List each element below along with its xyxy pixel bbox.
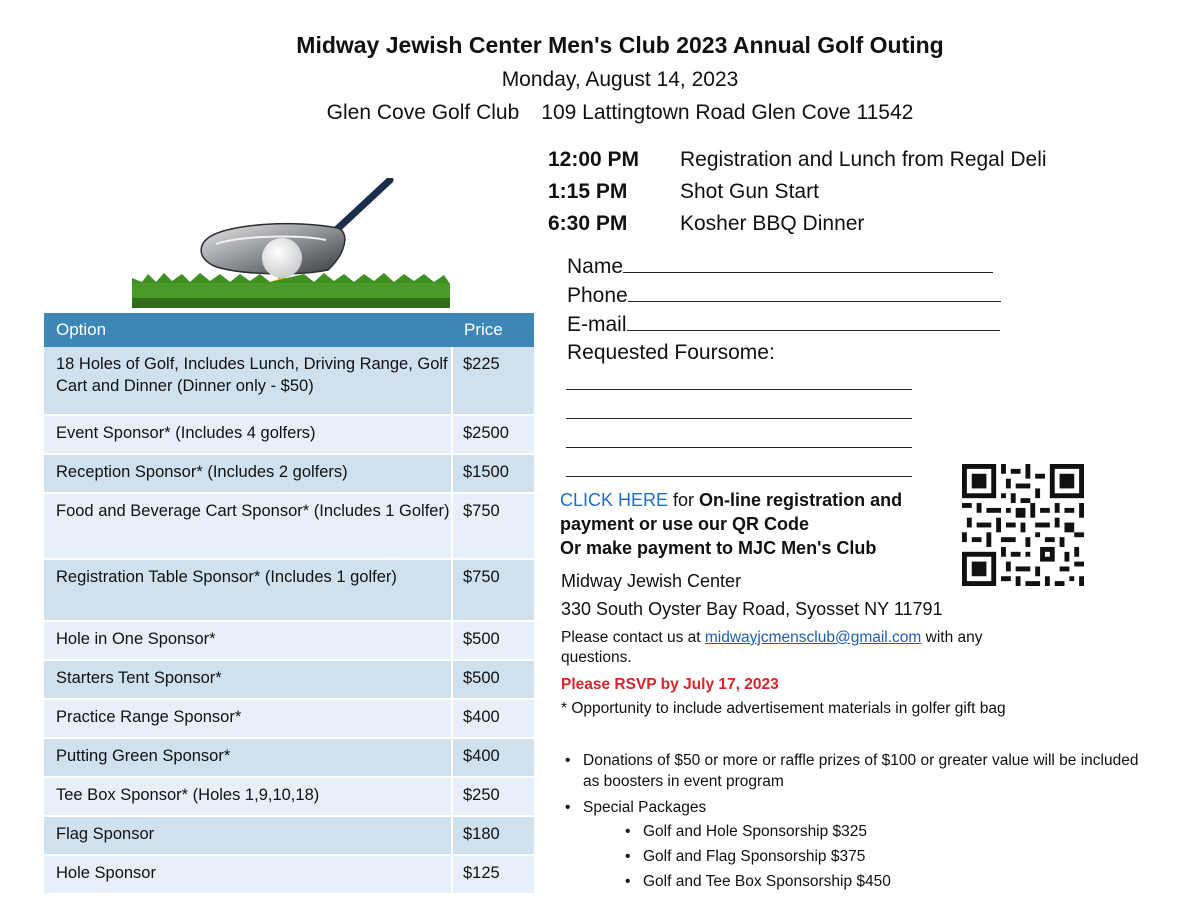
registration-for: for xyxy=(668,490,700,510)
email-line[interactable] xyxy=(627,312,1000,331)
table-row xyxy=(44,660,534,699)
table-row xyxy=(44,454,534,493)
org-name: Midway Jewish Center xyxy=(561,571,742,591)
table-row xyxy=(44,738,534,777)
option-header: Option xyxy=(44,313,452,347)
advertisement-note: * Opportunity to include advertisement materials in golfer gift bag xyxy=(561,700,1006,717)
qr-code-icon[interactable] xyxy=(962,464,1084,586)
email-field[interactable] xyxy=(567,312,1000,337)
list-item xyxy=(565,750,1155,792)
list-item xyxy=(625,846,865,867)
option-cell: Food and Beverage Cart Sponsor* (Includes 1 Golfer) xyxy=(44,493,452,559)
schedule-event: Registration and Lunch from Regal Deli xyxy=(680,148,1047,171)
list-item xyxy=(625,871,891,892)
option-cell: Flag Sponsor xyxy=(44,816,452,855)
option-cell: Putting Green Sponsor* xyxy=(44,738,452,777)
bullet-icon: • xyxy=(625,848,631,865)
options-table xyxy=(44,313,534,895)
table-row xyxy=(44,855,534,894)
package-item: Golf and Flag Sponsorship $375 xyxy=(643,848,866,865)
foursome-line[interactable] xyxy=(566,476,912,477)
schedule-event: Kosher BBQ Dinner xyxy=(680,212,865,235)
option-cell: Event Sponsor* (Includes 4 golfers) xyxy=(44,415,452,454)
price-cell: $400 xyxy=(452,699,534,738)
list-item xyxy=(565,797,706,818)
table-row xyxy=(44,699,534,738)
table-row xyxy=(44,559,534,621)
list-item xyxy=(625,821,867,842)
email-link[interactable]: midwayjcmensclub@gmail.com xyxy=(704,629,922,646)
option-cell: Tee Box Sponsor* (Holes 1,9,10,18) xyxy=(44,777,452,816)
package-item: Golf and Tee Box Sponsorship $450 xyxy=(643,873,891,890)
bullet-icon: • xyxy=(565,799,571,816)
price-cell: $125 xyxy=(452,855,534,894)
bullet-icon: • xyxy=(565,752,571,769)
option-cell: Starters Tent Sponsor* xyxy=(44,660,452,699)
registration-info xyxy=(560,488,960,560)
schedule-event: Shot Gun Start xyxy=(680,180,819,203)
phone-field[interactable] xyxy=(567,283,1001,308)
venue-address: 109 Lattingtown Road Glen Cove 11542 xyxy=(541,101,914,124)
event-date: Monday, August 14, 2023 xyxy=(501,68,739,91)
schedule-time: 6:30 PM xyxy=(548,212,628,235)
click-here-link[interactable]: CLICK HERE xyxy=(560,490,669,510)
name-label: Name xyxy=(567,255,624,278)
option-cell: 18 Holes of Golf, Includes Lunch, Driving Range, Golf Cart and Dinner (Dinner only - $50) xyxy=(44,347,452,415)
table-row xyxy=(44,816,534,855)
venue xyxy=(0,101,1200,125)
schedule-item xyxy=(548,180,819,204)
donations-text: Donations of $50 or more or raffle prizes of $100 or greater value will be included as boosters in event program xyxy=(583,752,1139,790)
table-header xyxy=(44,313,534,347)
price-header: Price xyxy=(452,313,534,347)
table-row xyxy=(44,621,534,660)
contact-pre: Please contact us at xyxy=(561,629,705,646)
option-cell: Registration Table Sponsor* (Includes 1 golfer) xyxy=(44,559,452,621)
price-cell: $1500 xyxy=(452,454,534,493)
foursome-line[interactable] xyxy=(566,389,912,390)
option-cell: Practice Range Sponsor* xyxy=(44,699,452,738)
foursome-line[interactable] xyxy=(566,418,912,419)
payment-instruction: Or make payment to MJC Men's Club xyxy=(560,538,877,558)
registration-online: On-line registration and payment or use our QR Code xyxy=(560,490,903,534)
table-row xyxy=(44,493,534,559)
foursome-label: Requested Foursome: xyxy=(567,341,775,364)
schedule-item xyxy=(548,148,1047,172)
table-row xyxy=(44,347,534,415)
special-packages-label: Special Packages xyxy=(583,799,707,816)
price-cell: $400 xyxy=(452,738,534,777)
price-cell: $500 xyxy=(452,621,534,660)
golf-driver-and-ball-icon xyxy=(128,178,458,313)
schedule-time: 12:00 PM xyxy=(548,148,640,171)
name-field[interactable] xyxy=(567,254,993,279)
bullet-icon: • xyxy=(625,823,631,840)
bullet-icon: • xyxy=(625,873,631,890)
price-cell: $750 xyxy=(452,493,534,559)
table-row xyxy=(44,415,534,454)
contact-text xyxy=(561,628,1031,668)
price-cell: $2500 xyxy=(452,415,534,454)
name-line[interactable] xyxy=(623,254,993,273)
schedule-time: 1:15 PM xyxy=(548,180,628,203)
foursome-line[interactable] xyxy=(566,447,912,448)
price-cell: $250 xyxy=(452,777,534,816)
option-cell: Hole in One Sponsor* xyxy=(44,621,452,660)
price-cell: $500 xyxy=(452,660,534,699)
email-label: E-mail xyxy=(567,313,627,336)
option-cell: Reception Sponsor* (Includes 2 golfers) xyxy=(44,454,452,493)
phone-label: Phone xyxy=(567,284,628,307)
page-title: Midway Jewish Center Men's Club 2023 Annual Golf Outing xyxy=(296,32,944,58)
schedule-item xyxy=(548,212,864,236)
package-item: Golf and Hole Sponsorship $325 xyxy=(643,823,868,840)
price-cell: $750 xyxy=(452,559,534,621)
phone-line[interactable] xyxy=(628,283,1001,302)
price-cell: $225 xyxy=(452,347,534,415)
option-cell: Hole Sponsor xyxy=(44,855,452,894)
org-address: 330 South Oyster Bay Road, Syosset NY 11791 xyxy=(561,599,943,619)
venue-name: Glen Cove Golf Club xyxy=(326,101,520,124)
rsvp-deadline: Please RSVP by July 17, 2023 xyxy=(561,676,779,693)
table-row xyxy=(44,777,534,816)
price-cell: $180 xyxy=(452,816,534,855)
contact-post: with any questions. xyxy=(561,629,983,666)
